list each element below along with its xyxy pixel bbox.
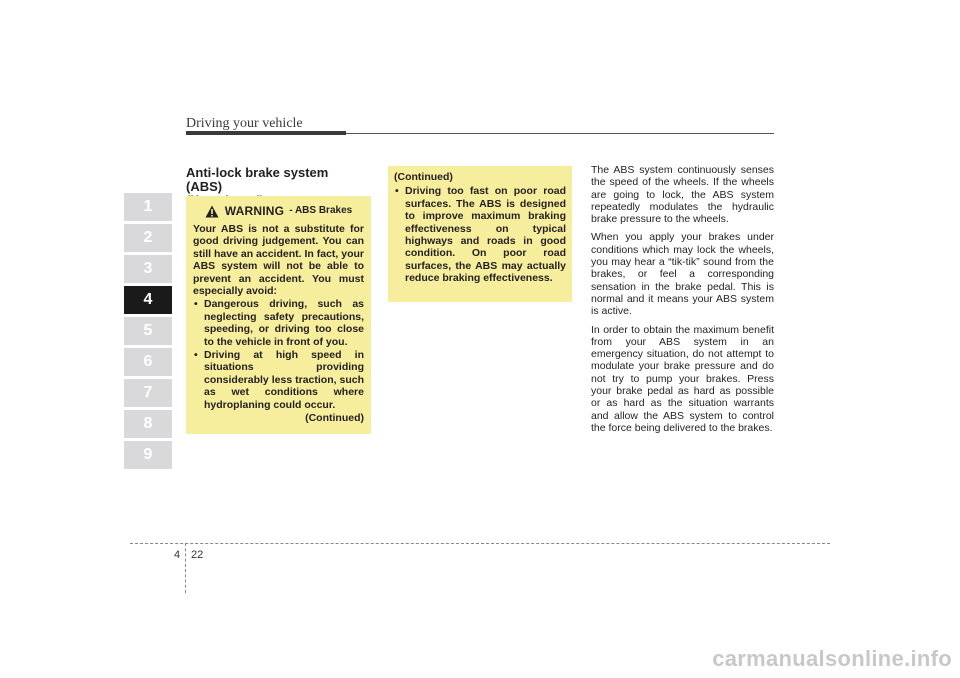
body-column	[591, 164, 774, 440]
footer-vline	[185, 543, 186, 593]
section-title-main: Anti-lock brake system (ABS)	[186, 165, 329, 194]
header-title: Driving your vehicle	[186, 116, 303, 131]
body-paragraph-3: In order to obtain the maximum benefit from your ABS system in an emergency situation, do not attempt to modulate your brake pressure and do not try to pump your brakes. Press your brake pedal as hard as possible or as hard as the situation warrants and allow the ABS system to control the force being delivered to the brakes.	[591, 323, 774, 434]
chapter-tab-9[interactable]: 9	[124, 441, 172, 469]
body-paragraph-1: The ABS system continuously senses the speed of the wheels. If the wheels are going to lock, the ABS system repeatedly modulates the hydraulic brake pressure to the wheels.	[591, 164, 774, 226]
chapter-tab-7[interactable]: 7	[124, 379, 172, 407]
footer-chapter: 4	[174, 549, 181, 561]
warning-intro: Your ABS is not a substitute for good driving judgement. You can still have an accident. In fact, your ABS system will not be able to prevent an accident. You must especially avoid:	[193, 223, 364, 298]
bullet-dot: •	[395, 185, 399, 198]
chapter-tab-1[interactable]: 1	[124, 193, 172, 221]
warning-triangle-icon	[205, 205, 219, 218]
continued-box	[388, 166, 572, 302]
header-rule-thin	[346, 133, 774, 134]
body-paragraph-2: When you apply your brakes under conditions which may lock the wheels, you may hear a “tik-tik” sound from the brakes, or feel a corresponding sensation in the brake pedal. This is normal and it means your ABS system is active.	[591, 231, 774, 318]
warning-bullet-2	[193, 349, 364, 411]
warning-heading	[193, 205, 364, 218]
continued-bullet-1-text: Driving too fast on poor road surfaces. The ABS is designed to improve maximum braking effectiveness on typical highways and roads in good condition. On poor road surfaces, the ABS may actually reduce braking effectiveness.	[405, 185, 566, 285]
warning-word: WARNING	[224, 204, 285, 219]
chapter-tab-3[interactable]: 3	[124, 255, 172, 283]
chapter-tab-8[interactable]: 8	[124, 410, 172, 438]
chapter-tab-5[interactable]: 5	[124, 317, 172, 345]
chapter-tab-4[interactable]: 4	[124, 286, 172, 314]
warning-continued: (Continued)	[305, 412, 364, 425]
bullet-dot: •	[194, 349, 198, 362]
continued-bullet-1	[394, 185, 566, 284]
chapter-tabs	[124, 193, 172, 472]
bullet-dot: •	[194, 298, 198, 311]
warning-bullet-1-text: Dangerous driving, such as neglecting safety precautions, speeding, or driving too close to the vehicle in front of you.	[204, 298, 364, 348]
header-rule-thick	[186, 131, 346, 135]
footer-page-number: 22	[191, 549, 204, 561]
warning-box	[186, 196, 371, 434]
chapter-tab-2[interactable]: 2	[124, 224, 172, 252]
warning-subject: - ABS Brakes	[289, 205, 353, 217]
chapter-tab-6[interactable]: 6	[124, 348, 172, 376]
continued-head: (Continued)	[394, 171, 453, 183]
warning-bullet-2-text: Driving at high speed in situations providing considerably less traction, such as wet conditions where hydroplaning could occur.	[204, 349, 364, 411]
footer-rule	[130, 543, 830, 544]
warning-bullet-1	[193, 298, 364, 348]
watermark: carmanualsonline.info	[712, 646, 952, 671]
